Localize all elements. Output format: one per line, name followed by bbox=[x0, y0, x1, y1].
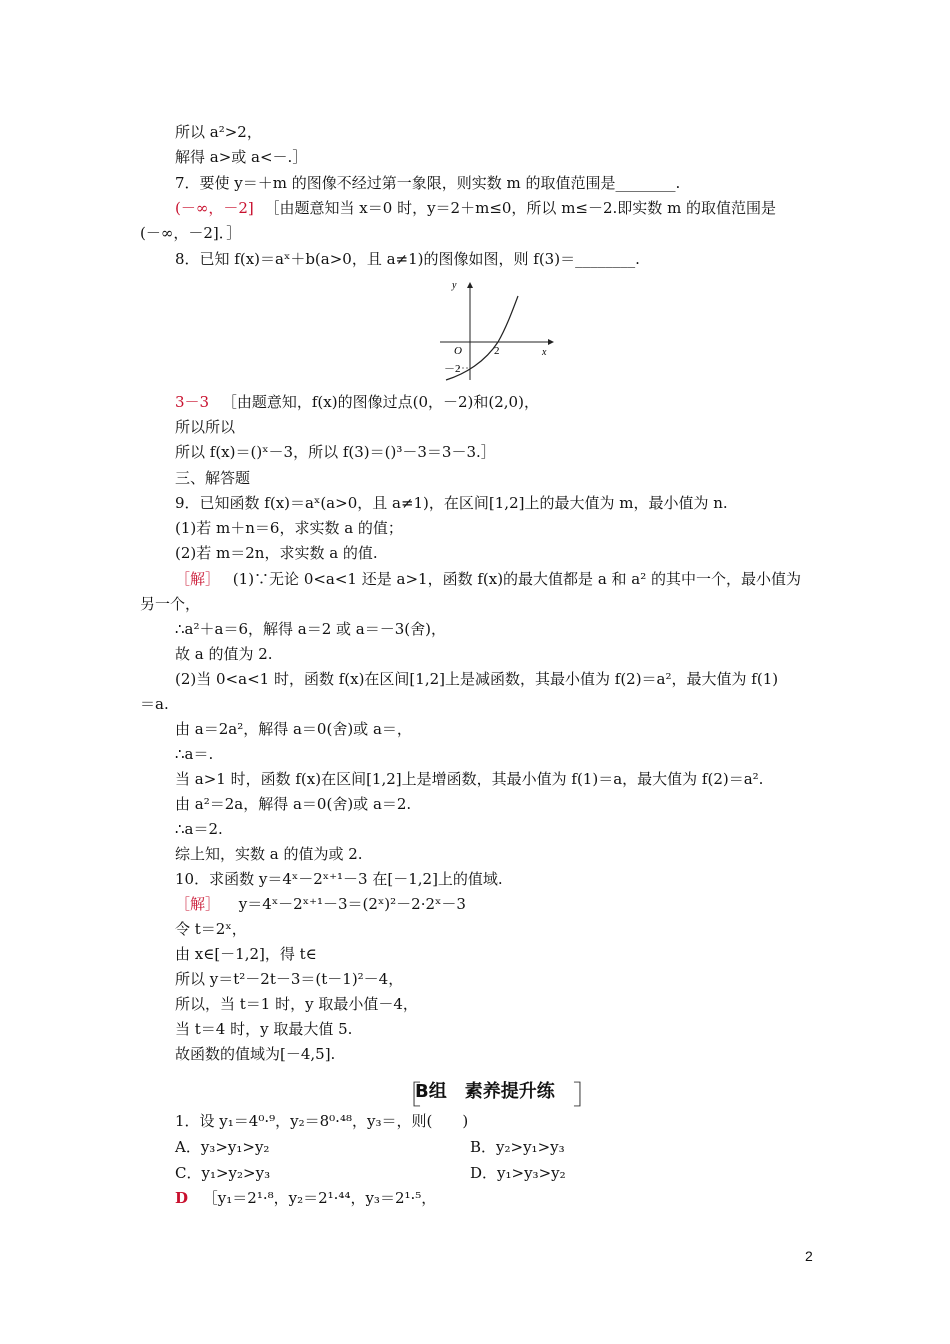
line-16: ∴a²＋a＝6，解得 a＝2 或 a＝－3(舍)， bbox=[175, 620, 446, 638]
line-19: ＝a. bbox=[140, 695, 169, 713]
solution-10-line bbox=[175, 894, 466, 914]
line-20: 由 a＝2a²，解得 a＝0(舍)或 a＝， bbox=[175, 720, 412, 738]
line-9: 所以 f(x)＝()ˣ－3，所以 f(3)＝()³－3＝3－3.］ bbox=[175, 443, 496, 461]
line-8: 所以所以 bbox=[175, 418, 236, 436]
answer-b1: D bbox=[175, 1189, 189, 1207]
line-29: 由 x∈[－1,2]，得 t∈ bbox=[175, 945, 317, 963]
function-graph bbox=[430, 280, 560, 385]
line-24: ∴a＝2. bbox=[175, 820, 223, 838]
question-7: 7．要使 y＝＋m 的图像不经过第一象限，则实数 m 的取值范围是________. bbox=[175, 174, 681, 192]
answer-8-explain: ［由题意知，f(x)的图像过点(0，－2)和(2,0)， bbox=[221, 393, 539, 411]
line-25: 综上知，实数 a 的值为或 2. bbox=[175, 845, 363, 863]
question-9-part1: (1)若 m＋n＝6，求实数 a 的值； bbox=[175, 519, 403, 537]
solution-10-text: y＝4ˣ－2ˣ⁺¹－3＝(2ˣ)²－2·2ˣ－3 bbox=[238, 895, 466, 913]
solution-label: ［解］ bbox=[175, 895, 221, 913]
solution-label: ［解］ bbox=[175, 570, 221, 588]
y-axis-label: y bbox=[452, 280, 457, 291]
banner-left-bracket: ［ bbox=[395, 1081, 422, 1111]
answer-8: 3－3 bbox=[175, 393, 210, 411]
line-32: 当 t＝4 时，y 取最大值 5. bbox=[175, 1020, 353, 1038]
question-10: 10．求函数 y＝4ˣ－2ˣ⁺¹－3 在[－1,2]上的值域. bbox=[175, 870, 503, 888]
question-b1: 1．设 y₁＝4⁰·⁹，y₂＝8⁰·⁴⁸，y₃＝，则( ) bbox=[175, 1112, 469, 1130]
answer-b1-line bbox=[175, 1188, 436, 1208]
banner-right-bracket: ］ bbox=[573, 1081, 600, 1111]
line-30: 所以 y＝t²－2t－3＝(t－1)²－4， bbox=[175, 970, 404, 988]
question-8: 8．已知 f(x)＝aˣ＋b(a>0，且 a≠1)的图像如图，则 f(3)＝________. bbox=[175, 250, 640, 268]
line-18: (2)当 0<a<1 时，函数 f(x)在区间[1,2]上是减函数，其最小值为 f(2)＝a²，最大值为 f(1) bbox=[175, 670, 779, 688]
line-21: ∴a＝. bbox=[175, 745, 214, 763]
page-number: 2 bbox=[805, 1248, 813, 1264]
banner-title: B组 素养提升练 bbox=[415, 1081, 555, 1102]
line-1: 所以 a²>2， bbox=[175, 123, 262, 141]
question-9: 9．已知函数 f(x)＝aˣ(a>0，且 a≠1)，在区间[1,2]上的最大值为 m，最小值为 n. bbox=[175, 494, 728, 512]
answer-7-cont: (－∞，－2]．］ bbox=[140, 224, 242, 242]
line-17: 故 a 的值为 2. bbox=[175, 645, 273, 663]
line-2: 解得 a>或 a<－.］ bbox=[175, 148, 308, 166]
origin-label: O bbox=[454, 345, 462, 357]
option-d: D．y₁>y₃>y₂ bbox=[470, 1164, 566, 1182]
answer-b1-explain: ［y₁＝2¹·⁸，y₂＝2¹·⁴⁴，y₃＝2¹·⁵， bbox=[202, 1189, 437, 1207]
question-9-part2: (2)若 m＝2n，求实数 a 的值. bbox=[175, 544, 378, 562]
group-b-banner bbox=[395, 1075, 600, 1111]
y-tick-label: －2 bbox=[444, 363, 461, 375]
x-tick-label: 2 bbox=[494, 345, 500, 357]
x-axis-label: x bbox=[542, 347, 547, 358]
option-c: C．y₁>y₂>y₃ bbox=[175, 1164, 271, 1182]
solution-9-line bbox=[175, 569, 801, 589]
option-a: A．y₃>y₁>y₂ bbox=[175, 1138, 270, 1156]
section-heading: 三、解答题 bbox=[175, 469, 251, 487]
answer-7-line bbox=[175, 198, 776, 218]
line-28: 令 t＝2ˣ， bbox=[175, 920, 247, 938]
option-b: B．y₂>y₁>y₃ bbox=[470, 1138, 565, 1156]
line-31: 所以，当 t＝1 时，y 取最小值－4， bbox=[175, 995, 418, 1013]
line-22: 当 a>1 时，函数 f(x)在区间[1,2]上是增函数，其最小值为 f(1)＝a，最大值为 f(2)＝a². bbox=[175, 770, 764, 788]
answer-7: (－∞，－2] bbox=[175, 199, 254, 217]
answer-7-explain: ［由题意知当 x＝0 时，y＝2＋m≤0，所以 m≤－2.即实数 m 的取值范围是 bbox=[264, 199, 777, 217]
answer-8-line bbox=[175, 392, 539, 412]
solution-9-text: (1)∵无论 0<a<1 还是 a>1，函数 f(x)的最大值都是 a 和 a² 的其中一个，最小值为 bbox=[232, 570, 802, 588]
line-33: 故函数的值域为[－4,5]. bbox=[175, 1045, 336, 1063]
line-23: 由 a²＝2a，解得 a＝0(舍)或 a＝2. bbox=[175, 795, 412, 813]
line-15: 另一个， bbox=[140, 595, 201, 613]
